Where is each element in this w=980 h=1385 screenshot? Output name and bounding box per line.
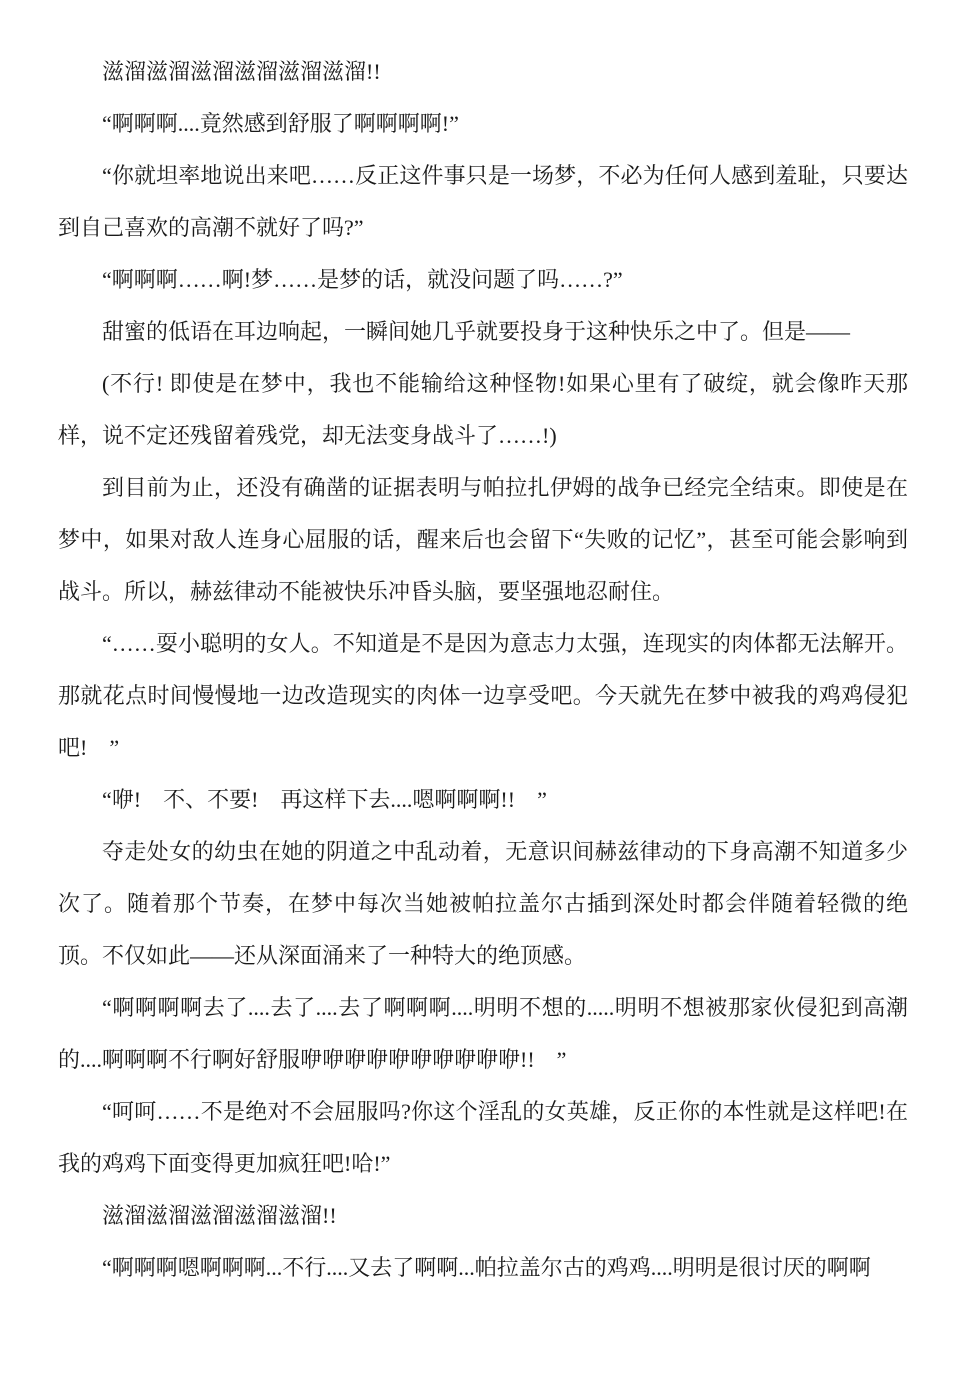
- paragraph-narration: 夺走处女的幼虫在她的阴道之中乱动着，无意识间赫兹律动的下身高潮不知道多少次了。随着那个节奏，在梦中每次当她被帕拉盖尔古插到深处时都会伴随着轻微的绝顶。不仅如此——还从深面涌来了一种特大的绝顶感。: [58, 839, 908, 968]
- paragraph-narration: 到目前为止，还没有确凿的证据表明与帕拉扎伊姆的战争已经完全结束。即使是在梦中，如果对敌人连身心屈服的话，醒来后也会留下“失败的记忆”，甚至可能会影响到战斗。所以，赫兹律动不能被快乐冲昏头脑，要坚强地忍耐住。: [58, 475, 908, 604]
- paragraph-inner-thought: (不行! 即使是在梦中，我也不能输给这种怪物!如果心里有了破绽，就会像昨天那样，说不定还残留着残党，却无法变身战斗了……!): [58, 371, 908, 448]
- paragraph-dialogue: “……耍小聪明的女人。不知道是不是因为意志力太强，连现实的肉体都无法解开。那就花点时间慢慢地一边改造现实的肉体一边享受吧。今天就先在梦中被我的鸡鸡侵犯吧! ”: [58, 631, 908, 760]
- paragraph-dialogue: “咿! 不、不要! 再这样下去....嗯啊啊啊!! ”: [102, 787, 547, 812]
- paragraph-dialogue: “呵呵……不是绝对不会屈服吗?你这个淫乱的女英雄，反正你的本性就是这样吧!在我的鸡鸡下面变得更加疯狂吧!哈!”: [58, 1099, 908, 1176]
- paragraph-dialogue: “啊啊啊....竟然感到舒服了啊啊啊啊!”: [102, 111, 459, 136]
- paragraph-sfx: 滋溜滋溜滋溜滋溜滋溜滋溜!!: [102, 59, 381, 84]
- paragraph-dialogue: “啊啊啊嗯啊啊啊...不行....又去了啊啊...帕拉盖尔古的鸡鸡....明明是很讨厌的啊啊: [102, 1255, 871, 1280]
- paragraph-dialogue: “啊啊啊……啊!梦……是梦的话，就没问题了吗……?”: [102, 267, 623, 292]
- paragraph-narration: 甜蜜的低语在耳边响起，一瞬间她几乎就要投身于这种快乐之中了。但是——: [102, 319, 851, 344]
- paragraph-sfx: 滋溜滋溜滋溜滋溜滋溜!!: [102, 1203, 337, 1228]
- paragraph-dialogue: “啊啊啊啊去了....去了....去了啊啊啊....明明不想的.....明明不想被那家伙侵犯到高潮的....啊啊啊不行啊好舒服咿咿咿咿咿咿咿咿咿咿!! ”: [58, 995, 908, 1072]
- paragraph-dialogue: “你就坦率地说出来吧……反正这件事只是一场梦，不必为任何人感到羞耻，只要达到自己喜欢的高潮不就好了吗?”: [58, 163, 908, 240]
